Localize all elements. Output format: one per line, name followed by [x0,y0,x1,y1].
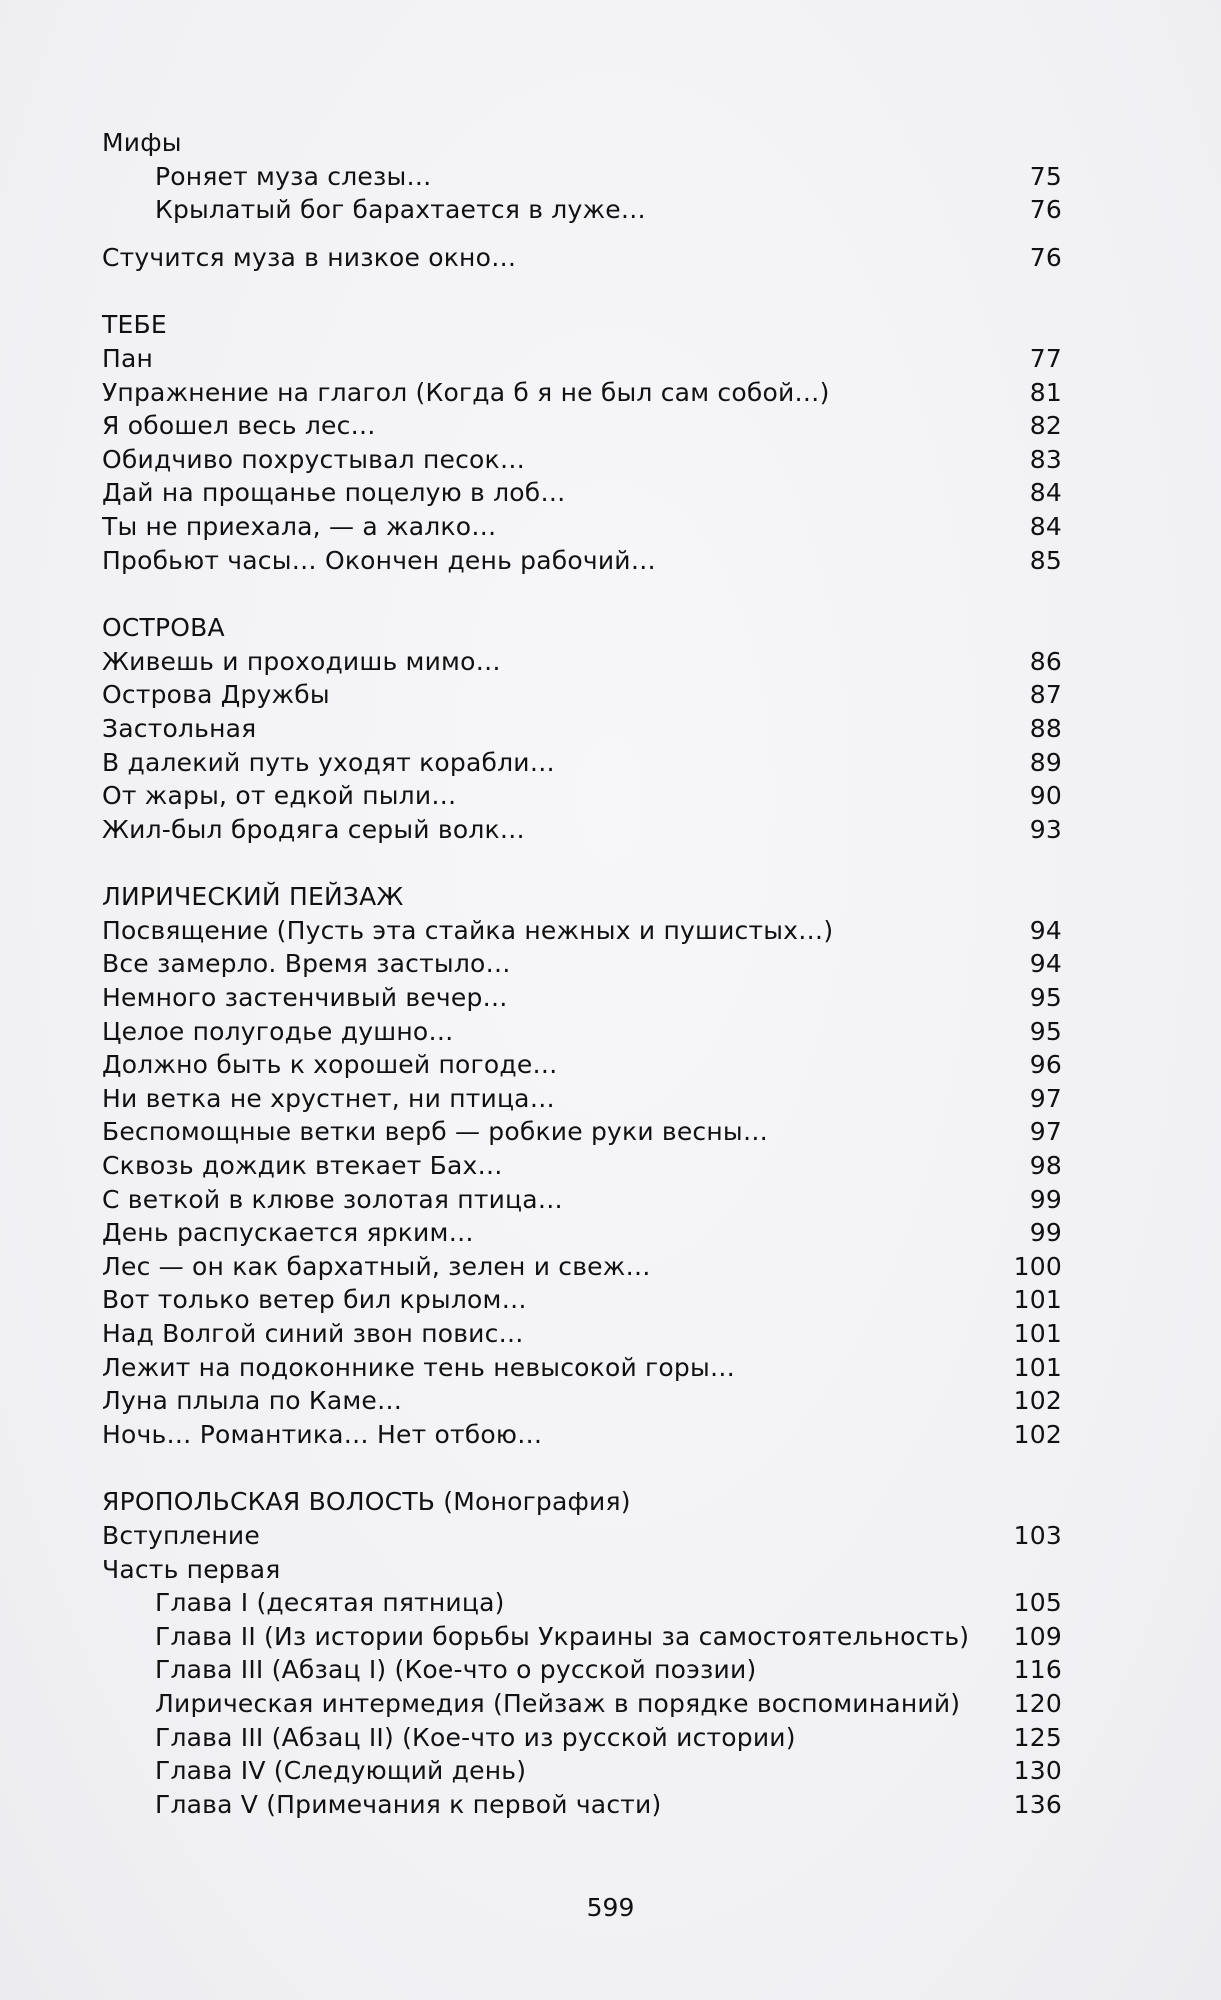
entry-page: 101 [1013,1319,1062,1348]
entry-title: Вступление [102,1520,260,1550]
entry-page: 83 [1029,444,1062,474]
entry-title: Глава II (Из истории борьбы Украины за самостоятельность) [155,1621,970,1651]
section-heading: ОСТРОВА [102,613,225,643]
entry-page: 77 [1029,343,1062,373]
entry-title: Должно быть к хорошей погоде… [102,1050,558,1080]
toc-entry [102,1754,1062,1788]
toc-entry [102,1687,1062,1721]
entry-title: Ни ветка не хрустнет, ни птица… [102,1083,555,1113]
entry-page: 102 [1013,1386,1062,1416]
entry-title: Ночь… Романтика… Нет отбою… [102,1419,543,1449]
entry-title: Сквозь дождик втекает Бах… [102,1151,503,1181]
section-heading: ЛИРИЧЕСКИЙ ПЕЙЗАЖ [102,882,404,912]
section-tebe [102,308,1062,577]
entry-page: 120 [1013,1688,1062,1718]
entry-page: 100 [1013,1251,1062,1281]
entry-page: 85 [1029,545,1062,575]
entry-page: 99 [1029,1218,1062,1248]
section-heading: ЯРОПОЛЬСКАЯ ВОЛОСТЬ (Монография) [102,1487,631,1517]
toc-entry [102,813,1062,847]
entry-title: Лирическая интермедия (Пейзаж в порядке воспоминаний) [155,1688,961,1718]
table-of-contents [102,126,1062,1855]
toc-entry [102,1384,1062,1418]
toc-entry [102,1351,1062,1385]
entry-page: 94 [1029,915,1062,945]
entry-title: От жары, от едкой пыли… [102,781,457,811]
toc-entry [102,1250,1062,1284]
entry-title: С веткой в клюве золотая птица… [102,1184,563,1214]
entry-page: 76 [1029,195,1062,225]
entry-title: Ты не приехала, — а жалко… [102,511,497,541]
toc-entry [102,678,1062,712]
entry-title: Беспомощные ветки верб — робкие руки весны… [102,1117,769,1147]
entry-page: 84 [1029,511,1062,541]
toc-entry [102,1015,1062,1049]
toc-entry [102,1620,1062,1654]
page-number: 599 [586,1893,635,1922]
entry-title: Живешь и проходишь мимо… [102,646,501,676]
entry-title: Обидчиво похрустывал песок… [102,444,526,474]
entry-title: Лес — он как бархатный, зелен и свеж… [102,1251,651,1281]
entry-title: Над Волгой синий звон повис… [102,1319,524,1348]
toc-entry [102,1519,1062,1553]
toc-entry [102,1115,1062,1149]
section-yaropolskaya-volost [102,1485,1062,1821]
toc-entry [102,1283,1062,1317]
entry-page: 86 [1029,646,1062,676]
section-heading: Мифы [102,128,182,157]
entry-page: 82 [1029,411,1062,441]
entry-title: Все замерло. Время застыло… [102,949,511,979]
entry-title: Дай на прощанье поцелую в лоб… [102,478,566,508]
toc-entry [102,1082,1062,1116]
toc-entry [102,409,1062,443]
entry-page: 102 [1013,1419,1062,1449]
entry-title: Глава III (Абзац II) (Кое-что из русской истории) [155,1722,796,1752]
toc-entry [102,947,1062,981]
entry-title: В далекий путь уходят корабли… [102,747,555,777]
section-ostrova [102,611,1062,846]
entry-page: 99 [1029,1184,1062,1214]
entry-title: Пробьют часы… Окончен день рабочий… [102,545,656,575]
entry-title: Пан [102,343,154,373]
toc-entry [102,376,1062,410]
toc-entry [102,1586,1062,1620]
entry-page: 98 [1029,1151,1062,1181]
entry-page: 97 [1029,1083,1062,1113]
entry-page: 103 [1013,1520,1062,1550]
toc-entry [102,1653,1062,1687]
entry-page: 109 [1013,1621,1062,1651]
toc-entry [102,712,1062,746]
entry-title: День распускается ярким… [102,1218,474,1248]
toc-entry [102,1418,1062,1452]
entry-page: 95 [1029,983,1062,1013]
toc-entry [102,476,1062,510]
entry-page: 89 [1029,747,1062,777]
toc-entry [102,193,1062,227]
entry-title: Упражнение на глагол (Когда б я не был сам собой…) [102,377,830,407]
toc-entry [102,1149,1062,1183]
entry-title: Роняет муза слезы… [155,161,432,191]
entry-page: 88 [1029,713,1062,743]
entry-title: Жил-был бродяга серый волк… [102,814,526,844]
toc-entry [102,1721,1062,1755]
entry-page: 101 [1013,1285,1062,1315]
entry-title: Вот только ветер бил крылом… [102,1285,527,1315]
toc-entry [102,779,1062,813]
entry-title: Немного застенчивый вечер… [102,983,508,1013]
toc-entry [102,914,1062,948]
entry-title: Острова Дружбы [102,680,330,710]
entry-title: Я обошел весь лес… [102,411,376,441]
entry-page: 75 [1029,161,1062,191]
entry-title: Стучится муза в низкое окно… [102,242,517,272]
section-heading: ТЕБЕ [102,310,167,340]
entry-page: 105 [1013,1588,1062,1618]
entry-title: Целое полугодье душно… [102,1016,454,1046]
entry-page: 95 [1029,1016,1062,1046]
toc-entry [102,160,1062,194]
entry-title: Крылатый бог барахтается в луже… [155,195,646,225]
entry-title: Луна плыла по Каме… [102,1386,403,1416]
toc-entry [102,981,1062,1015]
entry-page: 97 [1029,1117,1062,1147]
entry-page: 101 [1013,1352,1062,1382]
entry-title: Глава I (десятая пятница) [155,1588,505,1618]
entry-title: Лежит на подоконнике тень невысокой горы… [102,1352,736,1382]
toc-entry [102,241,1062,275]
entry-page: 125 [1013,1722,1062,1752]
toc-entry [102,1216,1062,1250]
entry-title: Застольная [102,713,257,743]
toc-entry [102,1183,1062,1217]
entry-page: 136 [1013,1789,1062,1819]
toc-entry [102,342,1062,376]
toc-entry [102,544,1062,578]
entry-page: 76 [1029,242,1062,272]
toc-entry [102,1317,1062,1351]
entry-page: 84 [1029,478,1062,508]
toc-entry [102,1048,1062,1082]
entry-page: 96 [1029,1050,1062,1080]
section-lyric-landscape [102,880,1062,1451]
toc-entry [102,746,1062,780]
toc-entry [102,1788,1062,1822]
entry-title: Глава III (Абзац I) (Кое-что о русской поэзии) [155,1655,757,1685]
toc-entry [102,510,1062,544]
toc-entry [102,443,1062,477]
entry-page: 81 [1029,377,1062,407]
section-myths [102,126,1062,274]
entry-title: Часть первая [102,1554,281,1584]
entry-title: Посвящение (Пусть эта стайка нежных и пушистых…) [102,915,834,945]
entry-page: 130 [1013,1756,1062,1786]
toc-entry [102,645,1062,679]
entry-page: 90 [1029,781,1062,811]
entry-title: Глава IV (Следующий день) [155,1756,527,1786]
entry-page: 94 [1029,949,1062,979]
entry-page: 87 [1029,680,1062,710]
entry-title: Глава V (Примечания к первой части) [155,1789,662,1819]
entry-page: 93 [1029,814,1062,844]
toc-entry [102,1553,1062,1587]
entry-page: 116 [1013,1655,1062,1685]
